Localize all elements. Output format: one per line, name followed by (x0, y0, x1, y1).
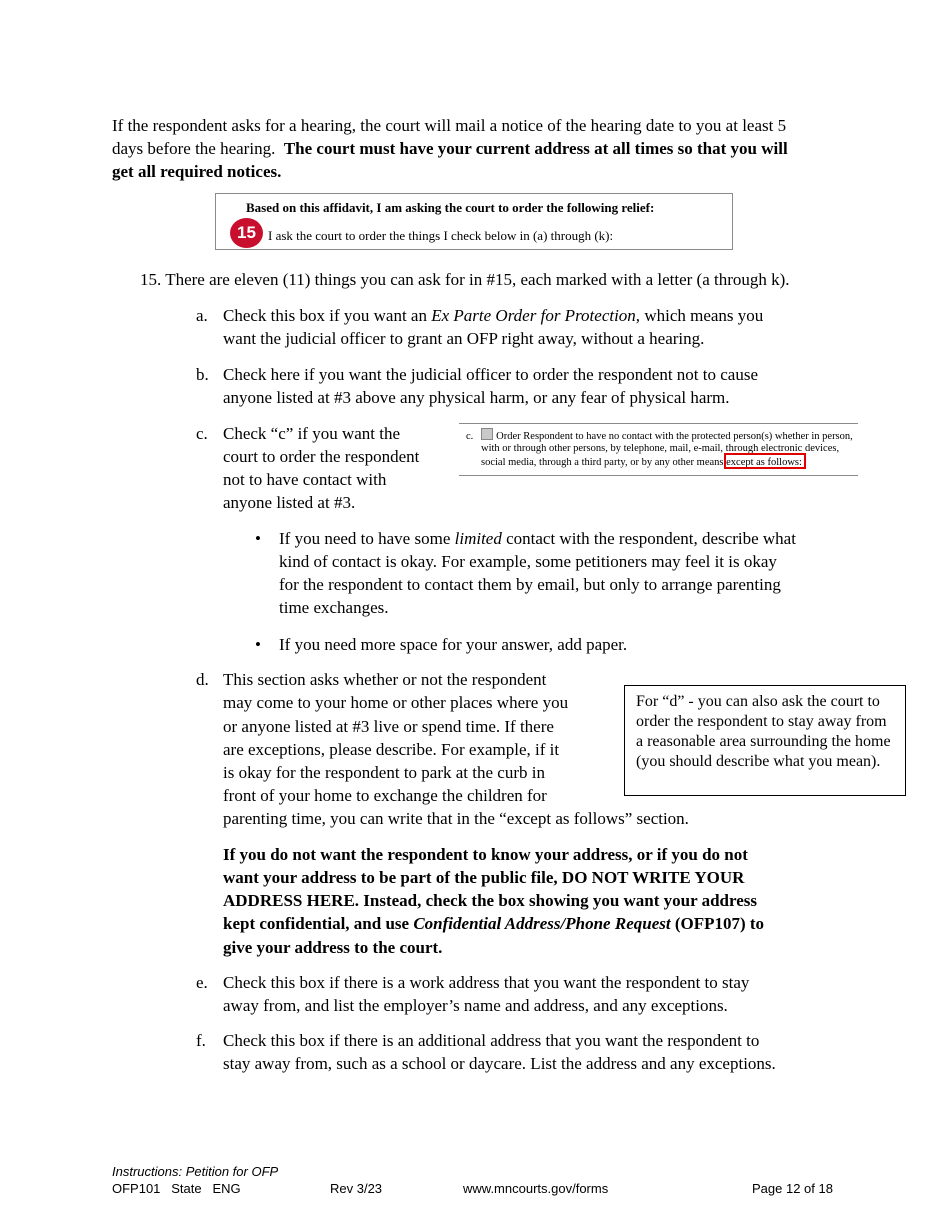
bullet-1-pre: If you need to have some (279, 529, 455, 548)
intro-line-3: get all required notices. (112, 162, 282, 181)
item-c-figure-letter: c. (466, 431, 474, 442)
item-d-line-2: may come to your home or other places where you (223, 693, 569, 712)
item-d-line-5: is okay for the respondent to park at the curb in (223, 763, 545, 782)
warning-line-3: ADDRESS HERE. Instead, check the box showing you want your address (223, 891, 758, 910)
item-c-figure-text-3: social media, through a third party, or by any other means (481, 457, 724, 468)
warning-line-1: If you do not want the respondent to know your address, or if you do not (223, 845, 748, 864)
footer-title: Instructions: Petition for OFP (112, 1164, 279, 1179)
bullet-2-icon: • (255, 635, 261, 654)
intro-line-2 (112, 137, 788, 160)
section-15-badge: 15 (230, 218, 263, 248)
item-c-line-1: Check “c” if you want the (223, 424, 401, 443)
item-e-line-2: away from, and list the employer’s name and address, and any exceptions. (223, 996, 728, 1015)
item-d-note-box: For “d” - you can also ask the court to order the respondent to stay away from a reasonable area surrounding the home (you should describe what you mean). (624, 685, 906, 796)
item-a-italic: Ex Parte Order for Protection, (431, 306, 641, 325)
item-a-pre: Check this box if you want an (223, 306, 432, 325)
bullet-1-line-1 (279, 527, 796, 550)
item-a-label: a. (196, 306, 208, 325)
warning-line-5: give your address to the court. (223, 938, 443, 957)
warning-line-4-italic: Confidential Address/Phone Request (413, 914, 671, 933)
item-f-line-1: Check this box if there is an additional address that you want the respondent to (223, 1031, 760, 1050)
item-d-line-6: front of your home to exchange the children for (223, 786, 547, 805)
item-d-line-3: or anyone listed at #3 live or spend time. If there (223, 717, 554, 736)
footer-url[interactable]: www.mncourts.gov/forms (463, 1181, 609, 1196)
intro-line-1: If the respondent asks for a hearing, the court will mail a notice of the hearing date to you at least 5 (112, 116, 787, 135)
warning-line-4 (223, 912, 764, 935)
bullet-1-post: contact with the respondent, describe what (501, 529, 796, 548)
item-e-line-1: Check this box if there is a work address that you want the respondent to stay (223, 973, 750, 992)
item-c-figure-highlight: except as follows: (726, 457, 802, 468)
item-c-line-3: not to have contact with (223, 470, 387, 489)
warning-line-4-pre: kept confidential, and use (223, 914, 414, 933)
item-b-line-2: anyone listed at #3 above any physical harm, or any fear of physical harm. (223, 388, 730, 407)
bullet-2-text: If you need more space for your answer, add paper. (279, 635, 628, 654)
item-c-figure-text-1: Order Respondent to have no contact with the protected person(s) whether in person, (496, 431, 853, 442)
item-d-line-4: are exceptions, please describe. For example, if it (223, 740, 560, 759)
item-f-line-2: stay away from, such as a school or daycare. List the address and any exceptions. (223, 1054, 776, 1073)
section-15-figure (215, 193, 733, 250)
footer-revision: Rev 3/23 (330, 1181, 383, 1196)
footer-form-id: OFP101 State ENG (112, 1181, 241, 1196)
item-b-line-1: Check here if you want the judicial officer to order the respondent not to cause (223, 365, 759, 384)
item-e-label: e. (196, 973, 208, 992)
bullet-1-line-4: time exchanges. (279, 598, 389, 617)
item-a-line-2: want the judicial officer to grant an OFP right away, without a hearing. (223, 329, 705, 348)
item-c-figure-line-1 (466, 428, 853, 443)
item-c-label: c. (196, 424, 208, 443)
section-15-heading: Based on this affidavit, I am asking the court to order the following relief: (246, 200, 655, 215)
item-15: 15. There are eleven (11) things you can ask for in #15, each marked with a letter (a through k). (140, 270, 790, 289)
checkbox-icon (481, 428, 493, 440)
item-b-label: b. (196, 365, 209, 384)
section-15-text: I ask the court to order the things I check below in (a) through (k): (268, 228, 614, 243)
item-d-line-7: parenting time, you can write that in the “except as follows” section. (223, 809, 689, 828)
bullet-1-icon: • (255, 529, 261, 548)
item-a-line-1 (223, 304, 763, 327)
warning-line-4-post: (OFP107) to (670, 914, 765, 933)
item-d-line-1: This section asks whether or not the respondent (223, 670, 547, 689)
item-f-label: f. (196, 1031, 206, 1050)
highlight-box (724, 453, 806, 469)
warning-line-2: want your address to be part of the public file, DO NOT WRITE YOUR (223, 868, 745, 887)
item-c-line-2: court to order the respondent (223, 447, 420, 466)
intro-line-2-plain: days before the hearing. (112, 139, 284, 158)
item-c-figure (459, 423, 858, 476)
item-c-line-4: anyone listed at #3. (223, 493, 356, 512)
footer-page-number: Page 12 of 18 (752, 1181, 833, 1196)
bullet-1-italic: limited (454, 529, 502, 548)
intro-line-2-bold: The court must have your current address at all times so that you will (283, 139, 788, 158)
item-a-post: which means you (640, 306, 764, 325)
bullet-1-line-3: for the respondent to contact them by email, but only to arrange parenting (279, 575, 781, 594)
bullet-1-line-2: kind of contact is okay. For example, some petitioners may feel it is okay (279, 552, 777, 571)
item-c-figure-line-2: with or through other persons, by telephone, mail, e-mail, through electronic devices, (481, 443, 840, 454)
item-d-label: d. (196, 670, 209, 689)
